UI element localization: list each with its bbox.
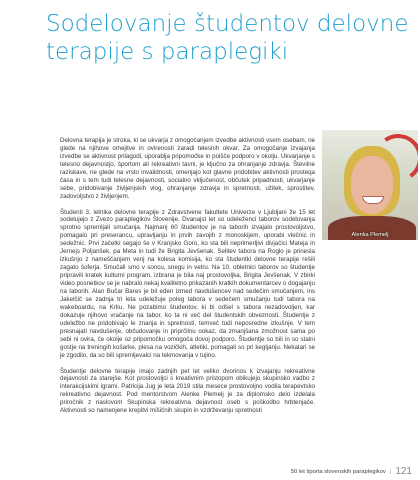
article-title-line-2: terapije s paraplegiki (46, 39, 289, 65)
article-body (60, 137, 315, 423)
paragraph-1: Delovna terapija je stroka, ki se ukvarja z omogočanjem izvedbe aktivnosti vsem osebam, ne glede na njihove omejitve in ovirenosti zaradi telesnih okvar. Za omogočanje izvajanja izvedbe se aktivnost prilagodi, uporablja pripomočke in poišče podporo v okolju. Ukvarjanje s telesno dejavnostjo, športom ali rekreativni tavni, je ključno za ohranjanje zdravja. Številne raziskave, ne glede na vrsto invalidnosti, omenjajo kot glavne pridobitev aktivnosti prosteqa časa in s tem tudi telesne dejavnosti, socialno vključenost, občutek pripadnosti, ukvarjanje sebe, pridobivanje življenjskih vlog, ohranjanje zdravja in spretnosti, užitek, sprostitev, zadovoljstvo z življenjem. (60, 137, 315, 200)
portrait-photo (322, 130, 418, 240)
page-number: 121 (395, 466, 412, 477)
photo-caption: Alenka Plemelj (351, 232, 389, 238)
paragraph-2: Študenti 3. letnika delovne terapije z Zdravstvene fakultete Univerze v Ljubljani že 15 let sodelujejo z Zvezo paraplegikov Slovenije. Dvanajst let so udeleženci taborov sodelovanja sprotno spremljali smučanja. Najmanj 60 študentov je na taborih izvajalo prostovoljstvo, pomagalo pri preserancu, upravljanju in prvih zavojih z monoskijem, uporabi vlečnic in sedežnic. Prvi začetki segajo še v Kranjsko Goro, ko sta bili neprimerljivi divjačici Mateja in Jernejs Poljanšek, pa Meta in tudi že Brigita Jevšenak. Selitev tabora na Roglo je prinesla izkušnjo z nameščanjem venj na kolesa komisija, ko sta študentki delovne terapije rešili zagato šoferja. Smučali smo v soncu, snegu in vetru. Na 10. obletnici taborov so študentje pripravili kratek kulturni program, izbrana je bila naj prostovoljka, Brigita Jevšenak. V zbirki video posnetkov se je nabralo nekaj kvalitetno prikazanih kratkih dokumentarcev o dogajanju na taborih. Alan Bučar Bares je bil eden izmed navdušencev nad sedečim smučanjem, ins Jakelčič se zadnja tri leta udeležuje poleg tabora v sedečem smučanju tudi tabora na wakeboardu, na Krku. Ne pozabimo študentov, ki bi odšel s tabora nezadovoljen, kar dokazuje njihovo vračanje na tabor, ko ta ni več del študentskih obveznosti. Študentje z udeležbo ne pridobivajo le znanja in spretnosti, temveč tudi neposredne izkušnje. V tem presnajati navdušenje, občudovanje in priprčilnu ookaz, da zmanjšana zmožnost sama po sebi ni ovira, če okolje oz pripomočku omogoča dovoj podporo. Študentje so bili in so stalni gostje na treningih košarke, plesa na vozičkih, atletiki, pomagali so pri kegljanju. Nekatari se je zgodilo, da so bili spremljevalci na tekmovanja v tujino. (60, 208, 315, 359)
page-footer (291, 466, 412, 477)
portrait-face (351, 156, 393, 214)
paragraph-3: Študentje delovne terapije imajo zadnjih pet let veliko dvorinos k izvajanju rekreativne dejavnosti za starejše. Kot prostovoljci s kreativnim pristopom obikujejo skupinsko vadbo z interakcijskimi igrami. Patricija Jug je leta 2019 stila mesece prostovoljno vodila terapevtsko rekreativno dejavnost. Pod mentorstvom Alenke Plemelj je za diplomsko delo izdelala priročnik z naslovom Skupinska rekreativna dejavnost oseb s poškodbo hrbtenjače. Aktivnosti so namenjene krepitvi mišičnih skupin in vzdrževanju spretnosti (60, 367, 315, 415)
footer-separator: | (389, 468, 392, 475)
footer-publication: 50 let športa slovenskih paraplegikov (290, 468, 386, 475)
article-title-line-1: Sodelovanje študentov delovne (46, 11, 409, 37)
article-title (46, 10, 416, 66)
